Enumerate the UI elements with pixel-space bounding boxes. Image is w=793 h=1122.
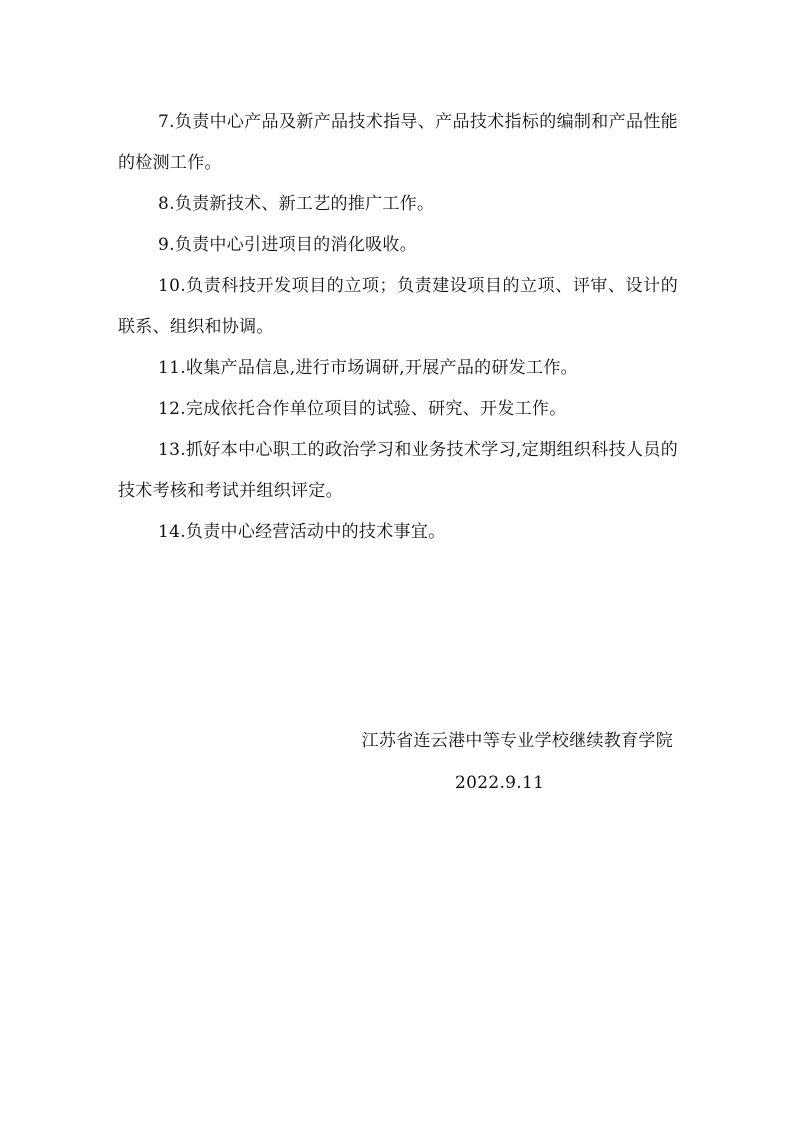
signature-date: 2022.9.11 [455, 773, 545, 793]
list-item: 14.负责中心经营活动中的技术事宜。 [158, 522, 446, 542]
signature-organization: 江苏省连云港中等专业学校继续教育学院 [361, 731, 673, 751]
document-body [118, 102, 678, 553]
list-item: 12.完成依托合作单位项目的试验、研究、开发工作。 [158, 399, 567, 419]
list-item: 8.负责新技术、新工艺的推广工作。 [158, 194, 435, 214]
list-item: 11.收集产品信息,进行市场调研,开展产品的研发工作。 [158, 358, 578, 378]
list-item: 13.抓好本中心职工的政治学习和业务技术学习,定期组织科技人员的技术考核和考试并组织评定。 [118, 440, 678, 501]
list-item: 10.负责科技开发项目的立项；负责建设项目的立项、评审、设计的联系、组织和协调。 [118, 276, 678, 337]
list-item: 7.负责中心产品及新产品技术指导、产品技术指标的编制和产品性能的检测工作。 [118, 112, 678, 173]
list-item: 9.负责中心引进项目的消化吸收。 [158, 235, 418, 255]
